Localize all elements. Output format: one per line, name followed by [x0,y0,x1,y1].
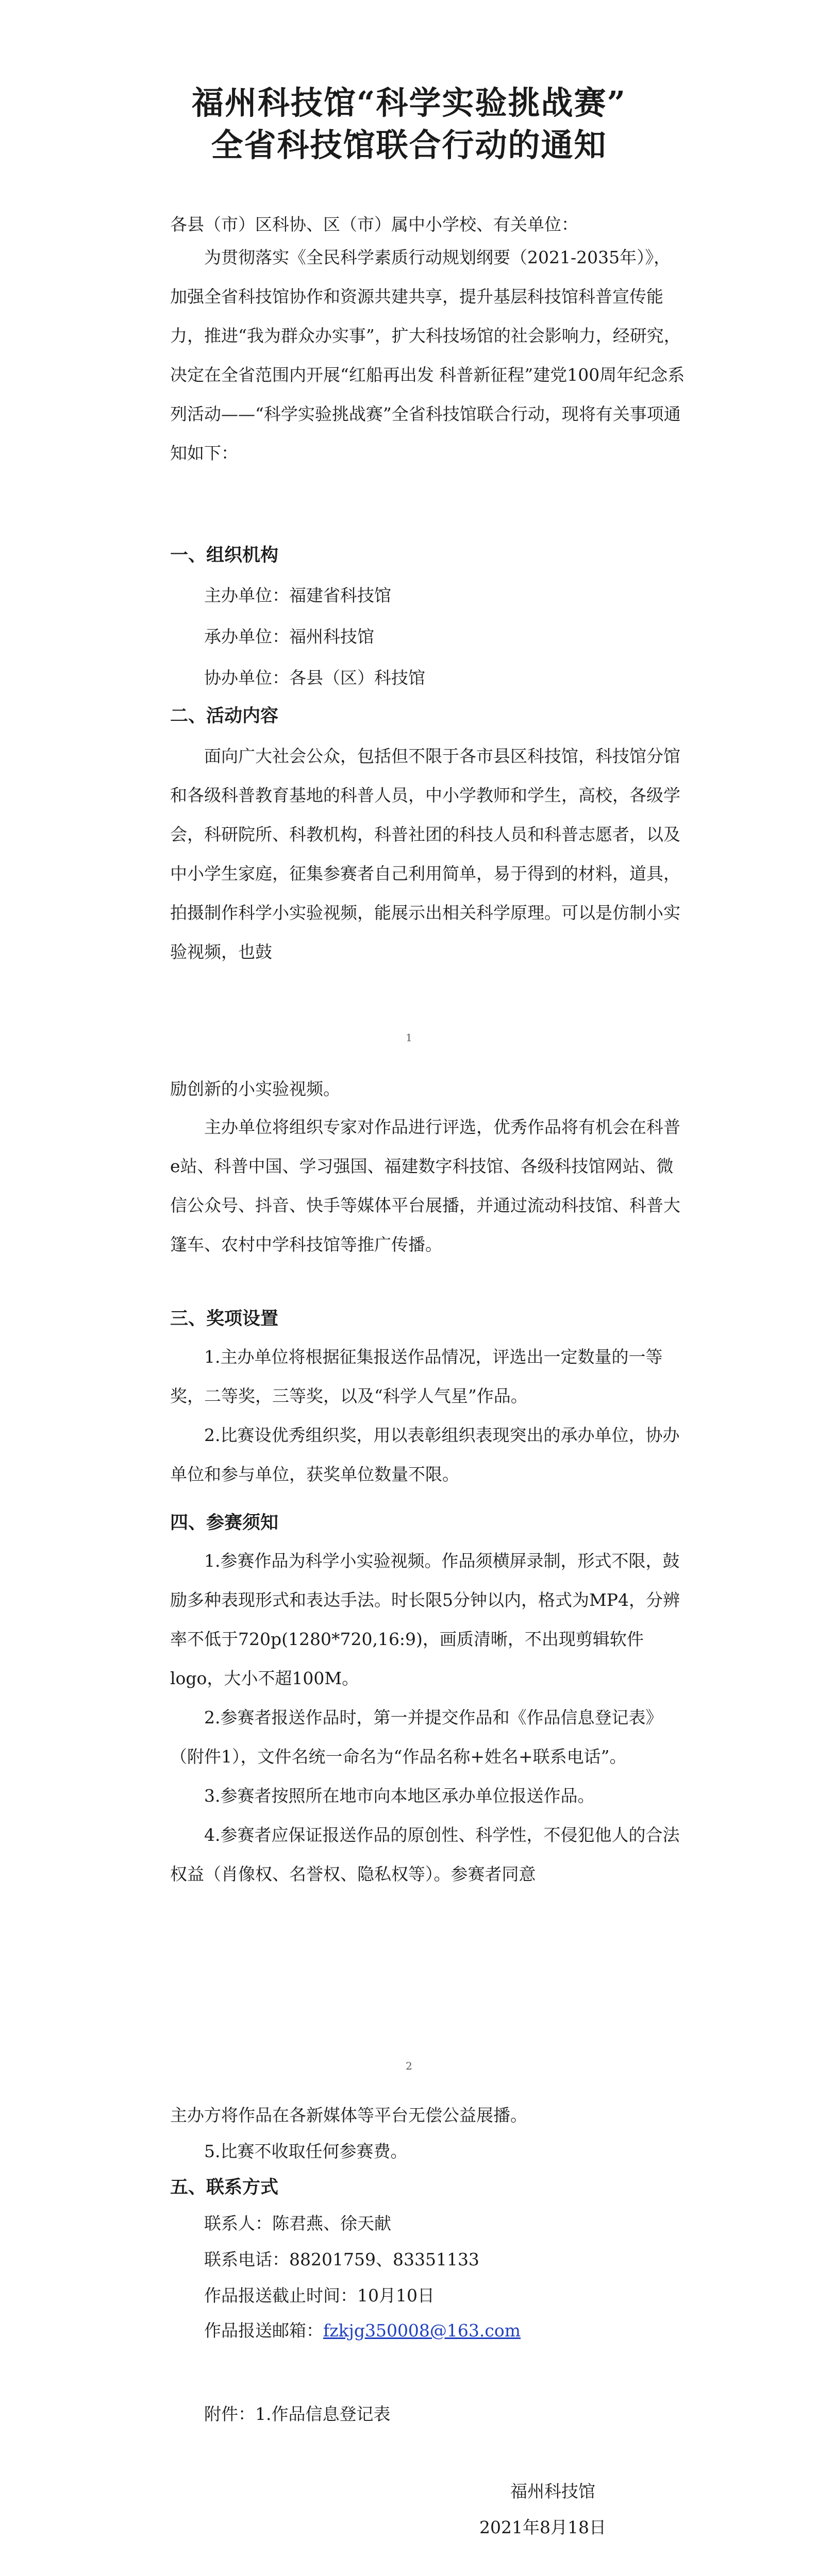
section-heading-organization: 一、组织机构 [170,545,279,566]
salutation: 各县（市）区科协、区（市）属中小学校、有关单位： [170,214,578,234]
rule-item-2: 2.参赛者报送作品时，第一并提交作品和《作品信息登记表》（附件1），文件名统一命名为“作品名称+姓名+联系电话”。 [170,1707,663,1767]
content-paragraph-1-continued: 励创新的小实验视频。 [170,1079,340,1099]
content-paragraph-1: 面向广大社会公众，包括但不限于各市县区科技馆，科技馆分馆和各级科普教育基地的科普人员，中小学教师和学生，高校，各级学会，科研院所、科教机构，科普社团的科技人员和科普志愿者，以及中小学生家庭，征集参赛者自己利用简单，易于得到的材料，道具，拍摄制作科学小实验视频，能展示出相关科学原理。可以是仿制小实验视频，也鼓 [170,746,680,962]
content-paragraph-2: 主办单位将组织专家对作品进行评选，优秀作品将有机会在科普e站、科普中国、学习强国、福建数字科技馆、各级科技馆网站、微信公众号、抖音、快手等媒体平台展播，并通过流动科技馆、科普大篷车、农村中学科技馆等推广传播。 [170,1117,680,1255]
contact-phone: 联系电话：88201759、83351133 [204,2249,479,2269]
section-heading-rules: 四、参赛须知 [170,1512,279,1533]
rule-item-3: 3.参赛者按照所在地市向本地区承办单位报送作品。 [204,1786,595,1806]
submission-email-label: 作品报送邮箱： [204,2320,323,2341]
award-item-1: 1.主办单位将根据征集报送作品情况，评选出一定数量的一等奖，二等奖，三等奖，以及“科学人气星”作品。 [170,1347,663,1406]
intro-paragraph: 为贯彻落实《全民科学素质行动规划纲要（2021-2035年）》，加强全省科技馆协作和资源共建共享，提升基层科技馆科普宣传能力，推进“我为群众办实事”，扩大科技场馆的社会影响力，经研究，决定在全省范围内开展“红船再出发 科普新征程”建党100周年纪念系列活动——“科学实验挑战赛”全省科技馆联合行动，现将有关事项通知如下： [170,247,685,463]
section-heading-awards: 三、奖项设置 [170,1308,279,1329]
host-unit: 主办单位：福建省科技馆 [204,585,391,605]
rule-item-4: 4.参赛者应保证报送作品的原创性、科学性，不侵犯他人的合法权益（肖像权、名誉权、隐私权等）。参赛者同意 [170,1825,680,1884]
organizer-unit: 承办单位：福州科技馆 [204,626,374,647]
submission-email-link[interactable]: fzkjg350008@163.com [323,2320,521,2341]
rule-item-4-continued: 主办方将作品在各新媒体等平台无偿公益展播。 [170,2105,527,2125]
section-heading-content: 二、活动内容 [170,705,279,726]
award-item-2: 2.比赛设优秀组织奖，用以表彰组织表现突出的承办单位，协办单位和参与单位，获奖单位数量不限。 [170,1425,680,1484]
signature-organization: 福州科技馆 [510,2481,595,2501]
page-number-1: 1 [406,1031,412,1044]
rule-item-1: 1.参赛作品为科学小实验视频。作品须横屏录制，形式不限，鼓励多种表现形式和表达手法。时长限5分钟以内，格式为MP4，分辨率不低于720p(1280*720,16:9)，画质清晰，不出现剪辑软件logo，大小不超100M。 [170,1551,680,1688]
rule-item-5: 5.比赛不收取任何参赛费。 [204,2141,408,2161]
co-organizer-unit: 协办单位：各县（区）科技馆 [204,668,425,688]
submission-deadline: 作品报送截止时间：10月10日 [204,2285,435,2306]
page-number-2: 2 [406,2060,412,2072]
section-heading-contact: 五、联系方式 [170,2177,279,2198]
contact-people: 联系人：陈君燕、徐天献 [204,2213,391,2233]
document-title-line1: 福州科技馆“科学实验挑战赛” [191,84,627,122]
document-title-line2: 全省科技馆联合行动的通知 [211,126,607,164]
submission-email-row [204,2317,521,2342]
attachment-note: 附件：1.作品信息登记表 [204,2404,391,2424]
signature-date: 2021年8月18日 [479,2517,606,2537]
